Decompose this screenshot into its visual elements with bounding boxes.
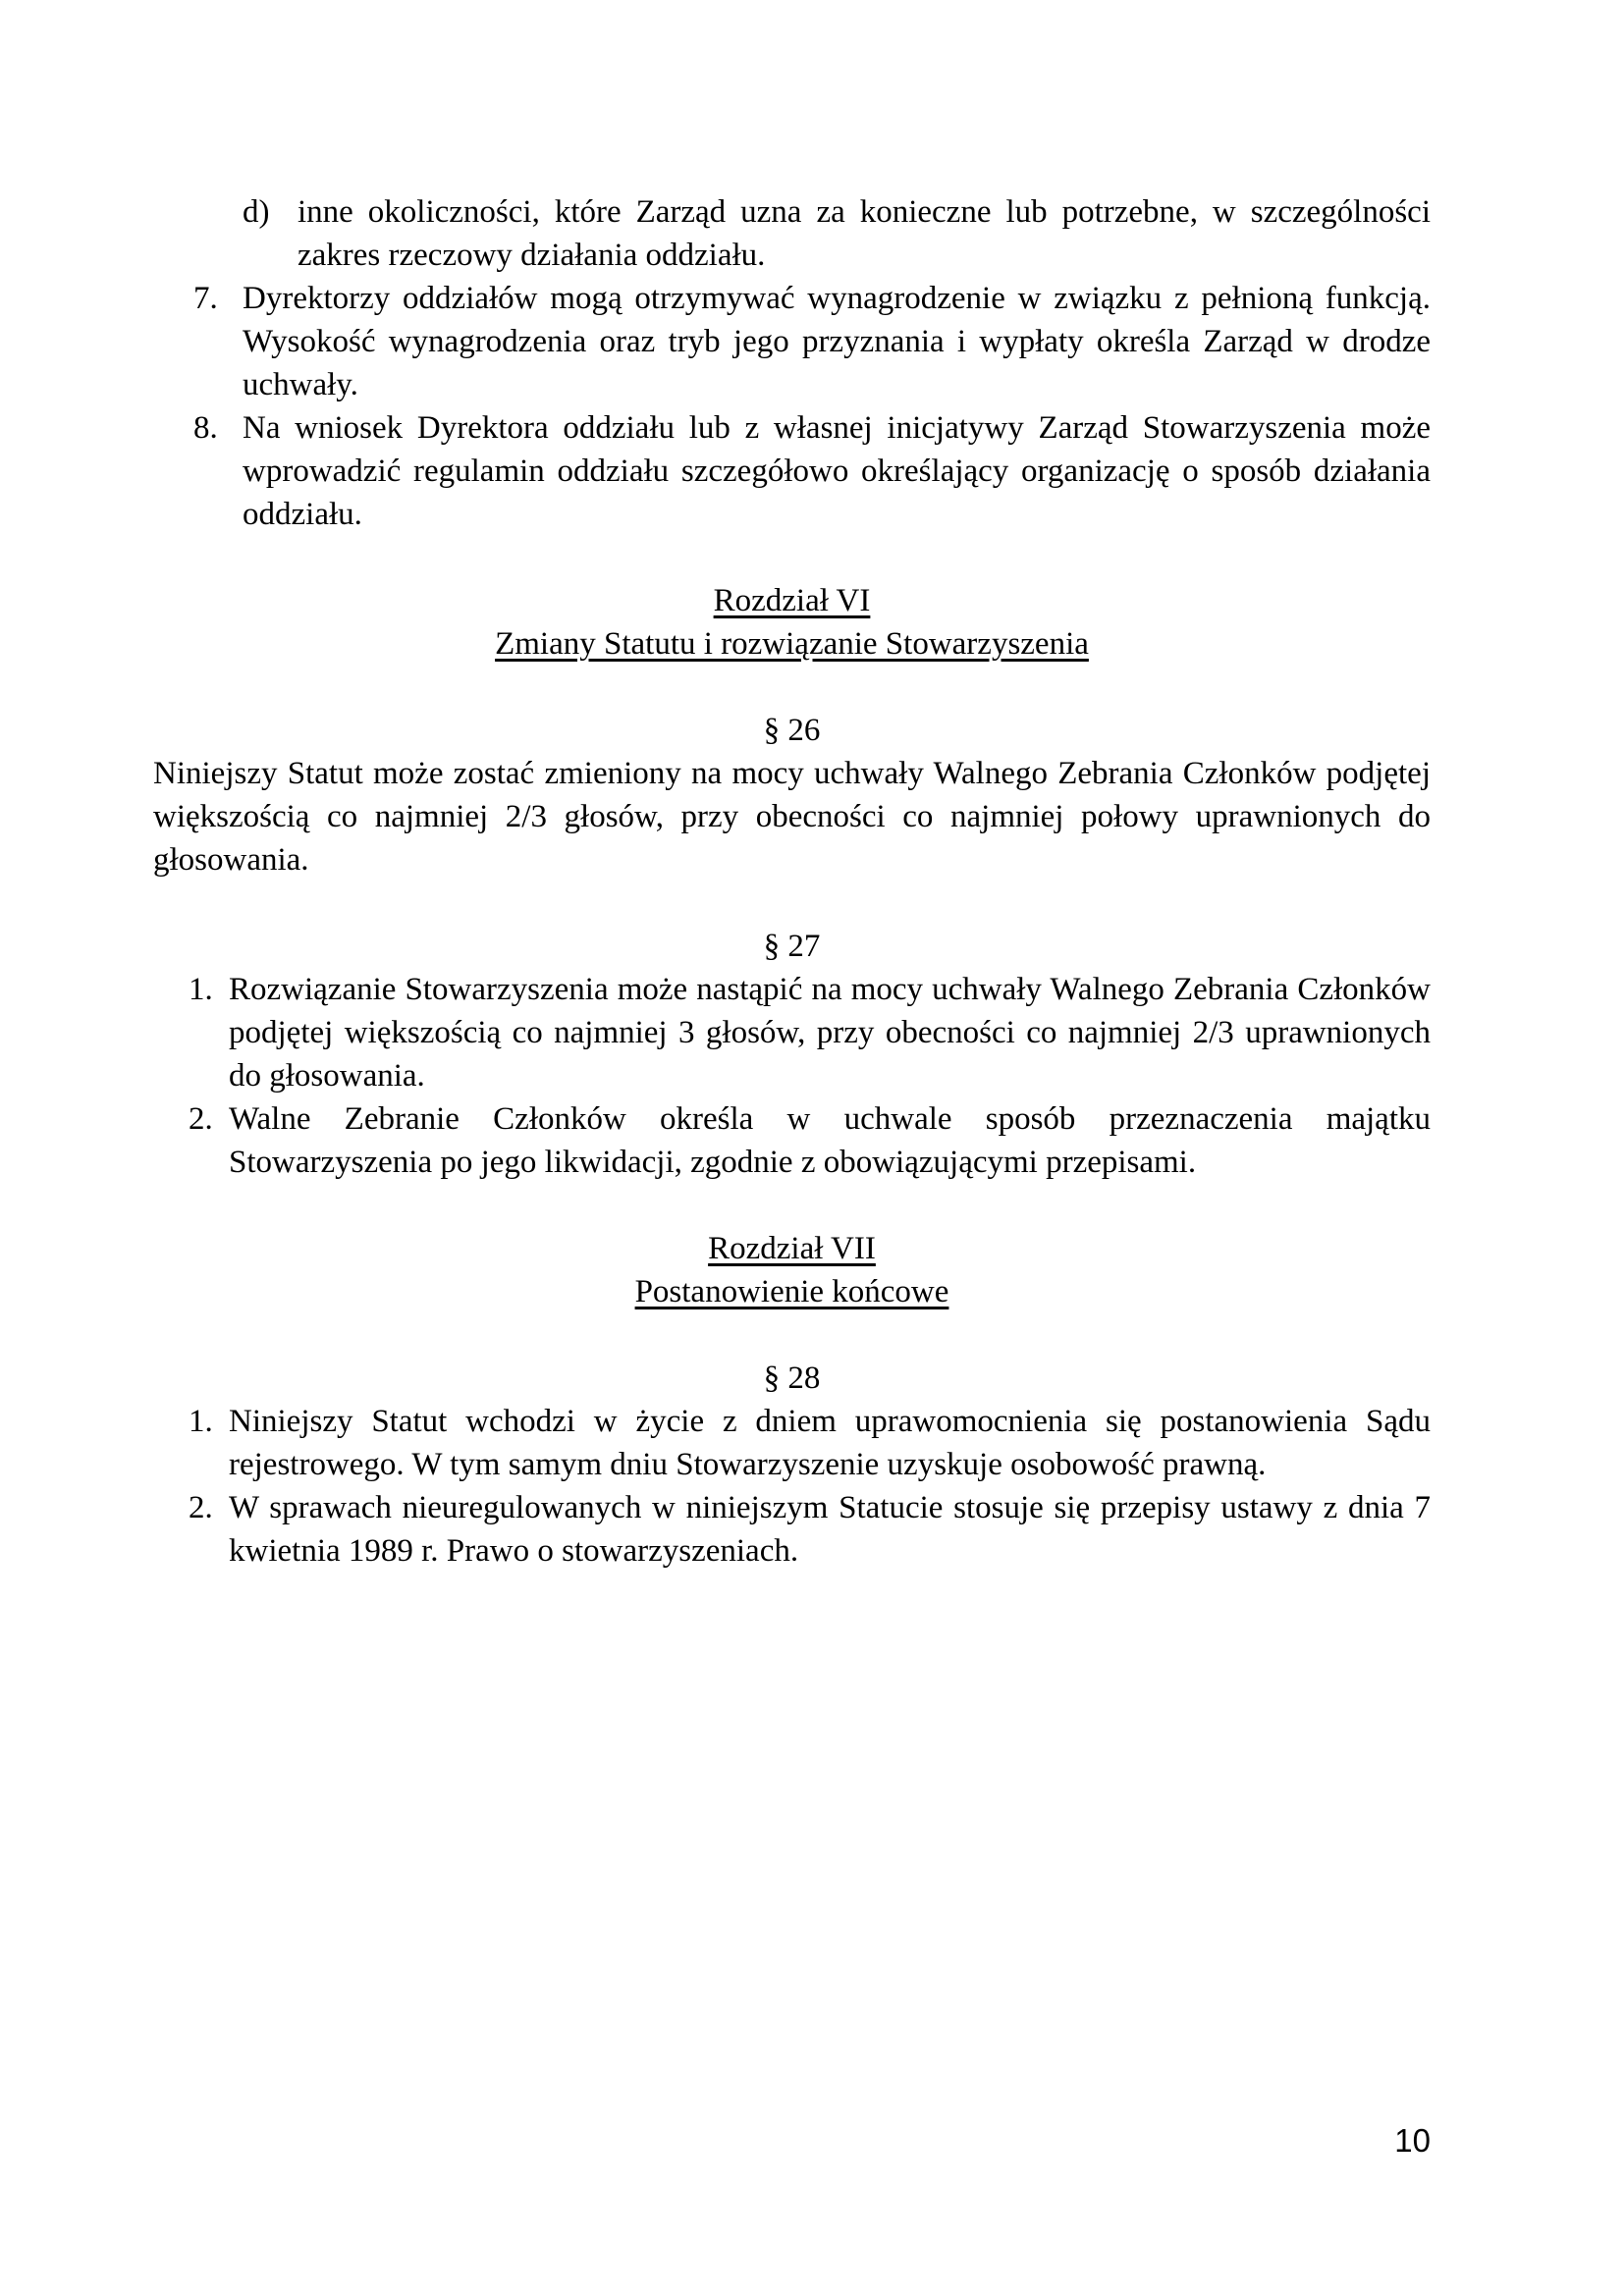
list-marker-d: d) [243,194,270,230]
section-28-item-2-text: W sprawach nieuregulowanych w niniejszym Statucie stosuje się przepisy ustawy z dnia 7 kwietnia 1989 r. Prawo o stowarzyszeniach. [229,1490,1431,1569]
section-27-item-1-text: Rozwiązanie Stowarzyszenia może nastąpić na mocy uchwały Walnego Zebrania Członków podjętej większością co najmniej 3 głosów, przy obecności co najmniej 2/3 uprawnionych do głosowania. [229,972,1431,1094]
chapter-7-title: Rozdział VII [708,1231,876,1266]
section-28-item-1-text: Niniejszy Statut wchodzi w życie z dniem uprawomocnienia się postanowienia Sądu rejestrowego. W tym samym dniu Stowarzyszenie uzyskuje osobowość prawną. [229,1404,1431,1482]
list-marker-8: 8. [193,410,218,446]
list-item-7 [153,277,1431,406]
section-27-item-2 [153,1097,1431,1184]
list-text-7: Dyrektorzy oddziałów mogą otrzymywać wynagrodzenie w związku z pełnioną funkcją. Wysokość wynagrodzenia oraz tryb jego przyznania i wypłaty określa Zarząd w drodze uchwały. [243,281,1431,402]
document-body [153,190,1431,1573]
chapter-6-title: Rozdział VI [713,583,871,618]
list-marker-7: 7. [193,281,218,316]
section-28-item-2-marker: 2. [189,1490,213,1525]
section-27-item-1-marker: 1. [189,972,213,1007]
list-item-d [153,190,1431,277]
list-text-d: inne okoliczności, które Zarząd uzna za konieczne lub potrzebne, w szczególności zakres rzeczowy działania oddziału. [298,194,1431,273]
page-number: 10 [1394,2122,1431,2159]
chapter-7-subtitle-line [153,1270,1431,1313]
section-27-item-2-marker: 2. [189,1101,213,1137]
list-text-8: Na wniosek Dyrektora oddziału lub z własnej inicjatywy Zarząd Stowarzyszenia może wprowadzić regulamin oddziału szczegółowo określający organizację o sposób działania oddziału. [243,410,1431,532]
section-28-heading: § 28 [763,1361,821,1396]
chapter-6-subtitle: Zmiany Statutu i rozwiązanie Stowarzyszenia [495,626,1089,662]
section-26-heading: § 26 [763,713,821,748]
section-28-item-2 [153,1486,1431,1573]
chapter-7-subtitle: Postanowienie końcowe [634,1274,949,1309]
chapter-7-title-line [153,1227,1431,1270]
section-28-item-1 [153,1400,1431,1486]
section-28-item-1-marker: 1. [189,1404,213,1439]
section-27-item-2-text: Walne Zebranie Członków określa w uchwale sposób przeznaczenia majątku Stowarzyszenia po jego likwidacji, zgodnie z obowiązującymi przepisami. [229,1101,1431,1180]
chapter-6-title-line [153,579,1431,622]
chapter-6-subtitle-line [153,622,1431,666]
section-27-heading: § 27 [763,929,821,964]
section-26-body: Niniejszy Statut może zostać zmieniony na mocy uchwały Walnego Zebrania Członków podjętej większością co najmniej 2/3 głosów, przy obecności co najmniej połowy uprawnionych do głosowania. [153,756,1431,878]
list-item-8 [153,406,1431,536]
section-27-item-1 [153,968,1431,1097]
